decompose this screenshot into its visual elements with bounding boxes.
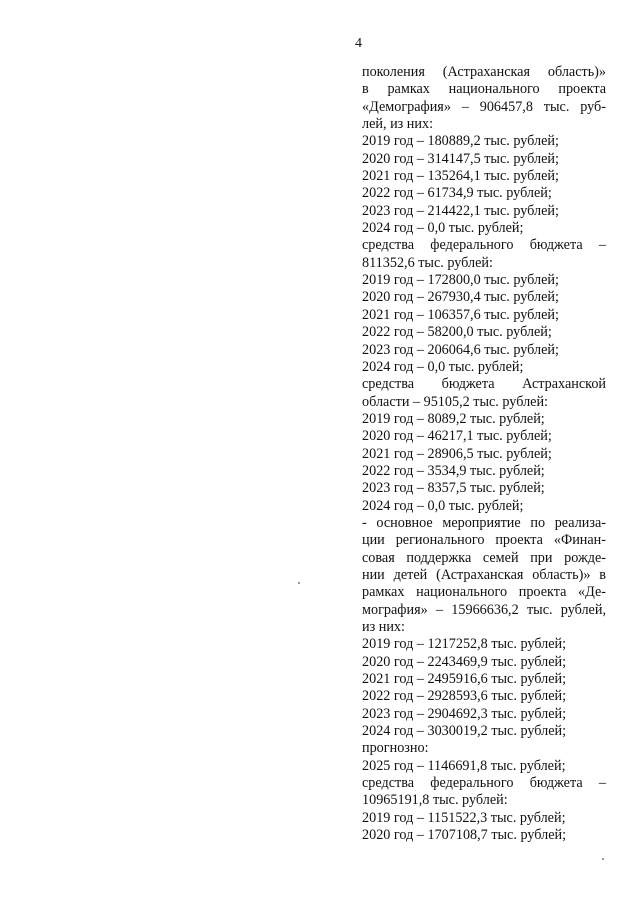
text-line: 2022 год – 2928593,6 тыс. рублей; <box>362 688 567 705</box>
text-line: 2024 год – 3030019,2 тыс. рублей; <box>362 723 567 740</box>
scan-speck <box>602 858 604 860</box>
text-line: 2020 год – 1707108,7 тыс. рублей; <box>362 827 567 844</box>
text-line: 2021 год – 106357,6 тыс. рублей; <box>362 306 559 323</box>
text-line: 2022 год – 58200,0 тыс. рублей; <box>362 324 552 341</box>
text-line: нии детей (Астраханская область)» в <box>362 566 606 583</box>
text-line: рамках национального проекта «Де- <box>362 584 606 601</box>
text-line: средства федерального бюджета – <box>362 775 606 792</box>
text-line: 2022 год – 3534,9 тыс. рублей; <box>362 462 545 479</box>
text-line: 2020 год – 2243469,9 тыс. рублей; <box>362 653 567 670</box>
text-line: 2022 год – 61734,9 тыс. рублей; <box>362 185 552 202</box>
scan-speck <box>298 582 300 584</box>
text-line: средства федерального бюджета – <box>362 237 606 254</box>
text-line: лей, из них: <box>362 116 434 133</box>
text-line: 2019 год – 8089,2 тыс. рублей; <box>362 410 545 427</box>
text-line: прогнозно: <box>362 740 429 757</box>
text-line: 2019 год – 172800,0 тыс. рублей; <box>362 272 559 289</box>
text-line: 2021 год – 2495916,6 тыс. рублей; <box>362 671 567 688</box>
text-line: 2020 год – 267930,4 тыс. рублей; <box>362 289 559 306</box>
text-line: 2024 год – 0,0 тыс. рублей; <box>362 497 524 514</box>
text-line: 2023 год – 206064,6 тыс. рублей; <box>362 341 559 358</box>
text-line: совая поддержка семей при рожде- <box>362 549 606 566</box>
text-line: 2019 год – 1151522,3 тыс. рублей; <box>362 809 566 826</box>
text-line: 2024 год – 0,0 тыс. рублей; <box>362 358 524 375</box>
text-line: 2023 год – 8357,5 тыс. рублей; <box>362 480 545 497</box>
text-line: 2023 год – 214422,1 тыс. рублей; <box>362 202 559 219</box>
text-line: поколения (Астраханская область)» <box>362 64 606 80</box>
page-number: 4 <box>355 36 362 51</box>
text-line: 10965191,8 тыс. рублей: <box>362 792 508 809</box>
text-line: 2024 год – 0,0 тыс. рублей; <box>362 220 524 237</box>
text-line: 2019 год – 180889,2 тыс. рублей; <box>362 133 559 150</box>
text-line: 2021 год – 28906,5 тыс. рублей; <box>362 445 552 462</box>
text-line: 2020 год – 314147,5 тыс. рублей; <box>362 150 559 167</box>
text-line: в рамках национального проекта <box>362 81 606 98</box>
text-line: 811352,6 тыс. рублей: <box>362 254 493 271</box>
text-line: средства бюджета Астраханской <box>362 376 606 393</box>
text-line: 2020 год – 46217,1 тыс. рублей; <box>362 428 552 445</box>
text-line: «Демография» – 906457,8 тыс. руб- <box>362 98 606 115</box>
text-line: ции регионального проекта «Финан- <box>362 532 606 549</box>
document-body <box>362 64 606 844</box>
text-line: мография» – 15966636,2 тыс. рублей, <box>362 601 606 618</box>
text-line: 2025 год – 1146691,8 тыс. рублей; <box>362 757 566 774</box>
text-line: 2023 год – 2904692,3 тыс. рублей; <box>362 705 567 722</box>
text-line: из них: <box>362 619 405 635</box>
text-line: 2019 год – 1217252,8 тыс. рублей; <box>362 636 567 653</box>
text-line: области – 95105,2 тыс. рублей: <box>362 393 548 410</box>
text-line: 2021 год – 135264,1 тыс. рублей; <box>362 168 559 185</box>
text-line: - основное мероприятие по реализа- <box>362 514 606 531</box>
